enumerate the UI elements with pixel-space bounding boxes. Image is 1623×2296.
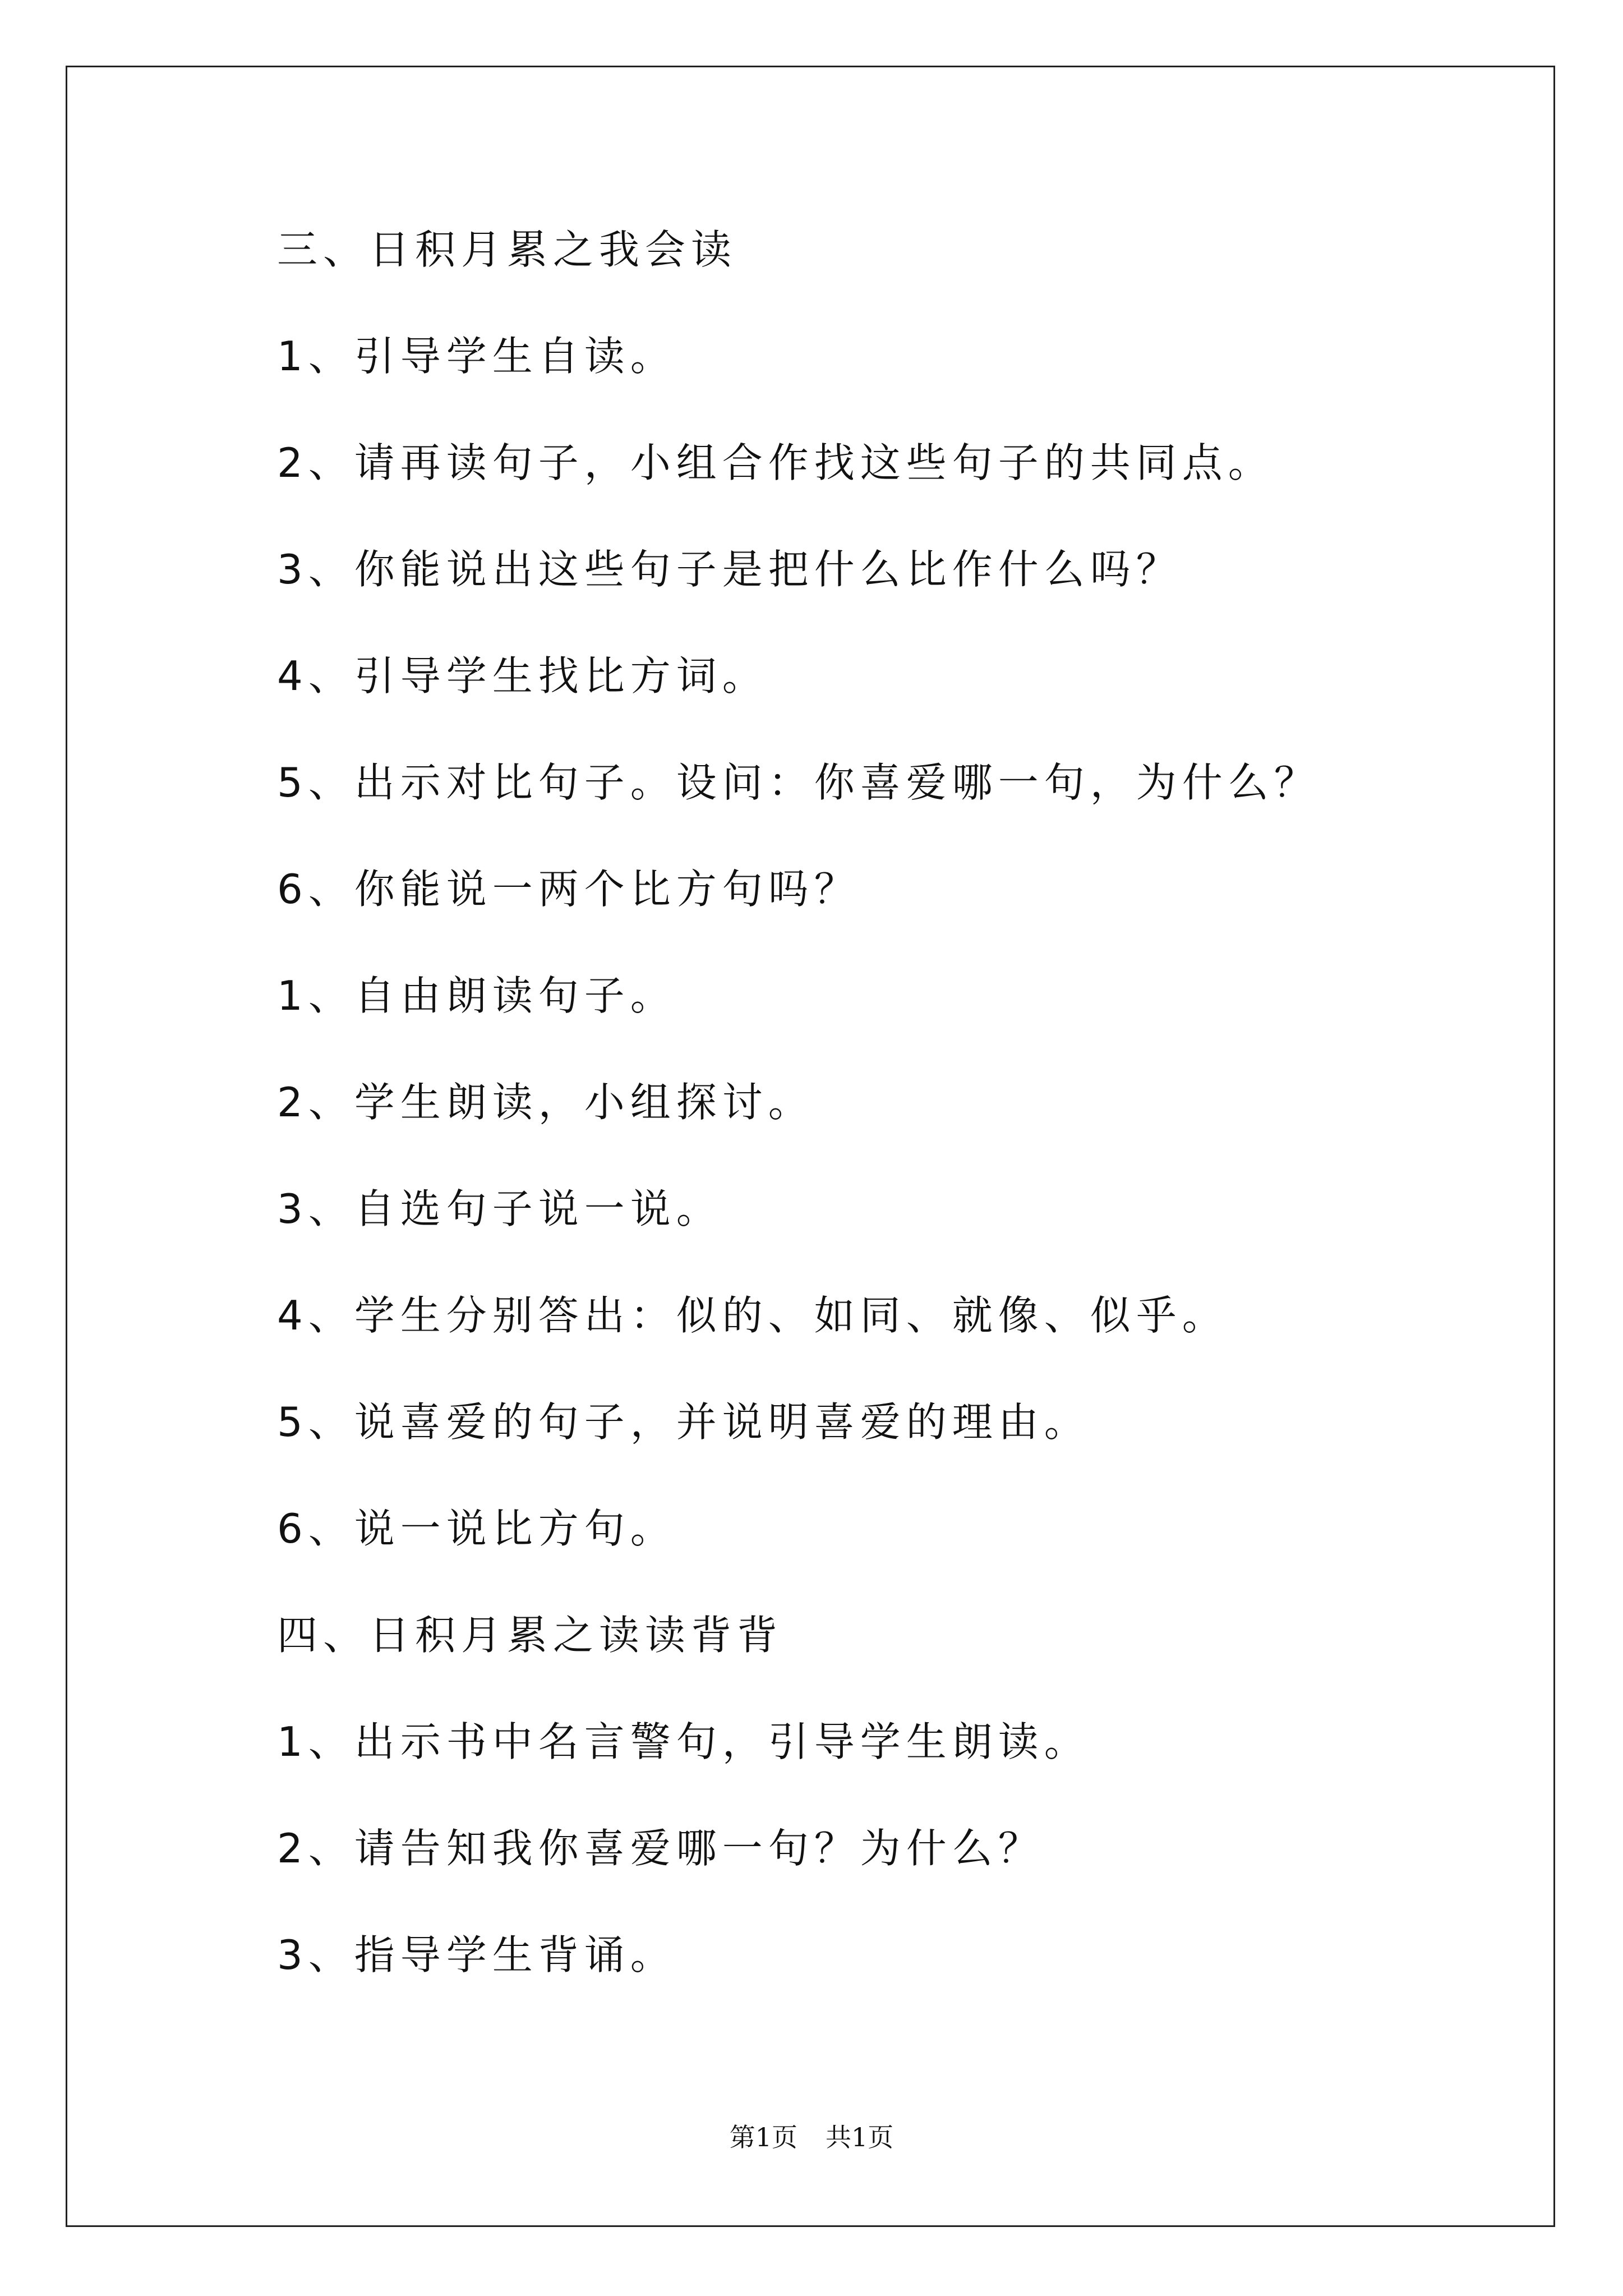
- text-line: 1、自由朗读句子。: [277, 972, 676, 1019]
- text-line: 3、指导学生背诵。: [277, 1931, 676, 1978]
- text-line: 1、出示书中名言警句，引导学生朗读。: [277, 1718, 1090, 1765]
- text-line: 2、请告知我你喜爱哪一句？为什么？: [277, 1825, 1044, 1872]
- text-line: 3、自选句子说一说。: [277, 1185, 722, 1232]
- text-line: 4、引导学生找比方词。: [277, 652, 768, 700]
- page-footer: [0, 2120, 1623, 2154]
- document-body: [277, 224, 1455, 2036]
- page-total: 共1页: [826, 2122, 894, 2152]
- text-line: 3、你能说出这些句子是把什么比作什么吗？: [277, 546, 1182, 593]
- text-line: 2、请再读句子，小组合作找这些句子的共同点。: [277, 439, 1274, 486]
- text-line: 6、说一说比方句。: [277, 1505, 676, 1552]
- text-line: 5、说喜爱的句子，并说明喜爱的理由。: [277, 1398, 1090, 1446]
- section-heading: 三、日积月累之我会读: [277, 226, 737, 273]
- text-line: 5、出示对比句子。设问：你喜爱哪一句，为什么？: [277, 759, 1320, 806]
- page-number: 第1页: [729, 2122, 797, 2152]
- section-heading: 四、日积月累之读读背背: [277, 1612, 783, 1659]
- text-line: 4、学生分别答出：似的、如同、就像、似乎。: [277, 1292, 1228, 1339]
- text-line: 1、引导学生自读。: [277, 333, 676, 380]
- text-line: 2、学生朗读，小组探讨。: [277, 1079, 814, 1126]
- text-line: 6、你能说一两个比方句吗？: [277, 866, 860, 913]
